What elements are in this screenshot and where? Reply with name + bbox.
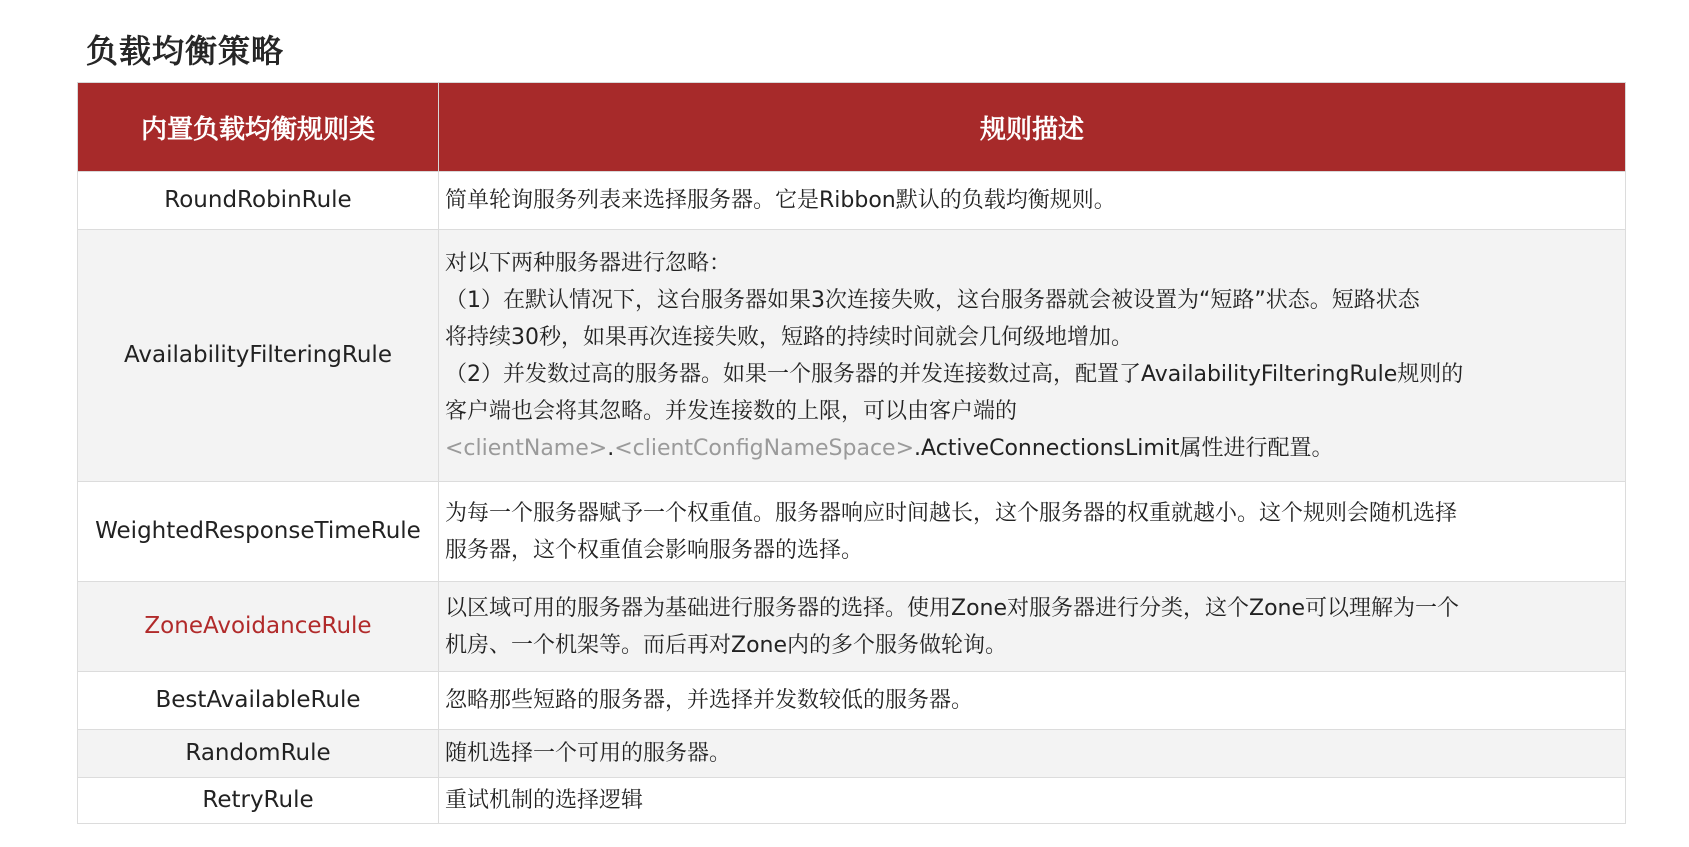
description-line: 重试机制的选择逻辑 bbox=[445, 788, 644, 813]
table-row bbox=[78, 778, 1626, 824]
client-config-namespace-placeholder: <clientConfigNameSpace> bbox=[614, 435, 915, 461]
rule-name: RoundRobinRule bbox=[78, 172, 439, 230]
description-code-line bbox=[445, 430, 1621, 467]
description-line: 将持续30秒，如果再次连接失败，短路的持续时间就会几何级地增加。 bbox=[445, 324, 1133, 350]
description-line: 随机选择一个可用的服务器。 bbox=[445, 741, 732, 766]
description-line: 忽略那些短路的服务器，并选择并发数较低的服务器。 bbox=[445, 688, 974, 713]
rule-description bbox=[439, 482, 1626, 582]
active-connections-limit-text: .ActiveConnectionsLimit属性进行配置。 bbox=[914, 435, 1334, 461]
description-line: （1）在默认情况下，这台服务器如果3次连接失败，这台服务器就会被设置为“短路”状态。短路状态 bbox=[445, 287, 1420, 313]
table-row bbox=[78, 582, 1626, 672]
rule-name: RetryRule bbox=[78, 778, 439, 824]
rule-name: BestAvailableRule bbox=[78, 672, 439, 730]
description-line: （2）并发数过高的服务器。如果一个服务器的并发连接数过高，配置了AvailabilityFilteringRule规则的 bbox=[445, 361, 1464, 387]
description-line: 简单轮询服务列表来选择服务器。它是Ribbon默认的负载均衡规则。 bbox=[445, 188, 1116, 213]
rule-description bbox=[439, 730, 1626, 778]
description-line: 以区域可用的服务器为基础进行服务器的选择。使用Zone对服务器进行分类，这个Zone可以理解为一个 bbox=[445, 595, 1460, 621]
table-row bbox=[78, 172, 1626, 230]
rule-name: AvailabilityFilteringRule bbox=[78, 230, 439, 482]
table-header-row bbox=[78, 83, 1626, 172]
description-line: 服务器，这个权重值会影响服务器的选择。 bbox=[445, 537, 864, 563]
description-line: 为每一个服务器赋予一个权重值。服务器响应时间越长，这个服务器的权重就越小。这个规则会随机选择 bbox=[445, 500, 1458, 526]
rule-description bbox=[439, 672, 1626, 730]
client-name-placeholder: <clientName> bbox=[445, 435, 608, 461]
rules-table bbox=[77, 82, 1626, 824]
page-title: 负载均衡策略 bbox=[86, 32, 285, 70]
table-row bbox=[78, 482, 1626, 582]
header-rule-class: 内置负载均衡规则类 bbox=[78, 83, 439, 172]
description-line: 对以下两种服务器进行忽略： bbox=[445, 250, 732, 276]
rule-description bbox=[439, 582, 1626, 672]
rule-name: ZoneAvoidanceRule bbox=[78, 582, 439, 672]
table-row bbox=[78, 672, 1626, 730]
rule-name: RandomRule bbox=[78, 730, 439, 778]
rule-name: WeightedResponseTimeRule bbox=[78, 482, 439, 582]
table-row bbox=[78, 730, 1626, 778]
description-line: 机房、一个机架等。而后再对Zone内的多个服务做轮询。 bbox=[445, 632, 1008, 658]
description-line: 客户端也会将其忽略。并发连接数的上限，可以由客户端的 bbox=[445, 398, 1018, 424]
rule-description bbox=[439, 778, 1626, 824]
rule-description bbox=[439, 230, 1626, 482]
dot-separator: . bbox=[607, 435, 615, 461]
rule-description bbox=[439, 172, 1626, 230]
header-rule-description: 规则描述 bbox=[439, 83, 1626, 172]
table-row bbox=[78, 230, 1626, 482]
